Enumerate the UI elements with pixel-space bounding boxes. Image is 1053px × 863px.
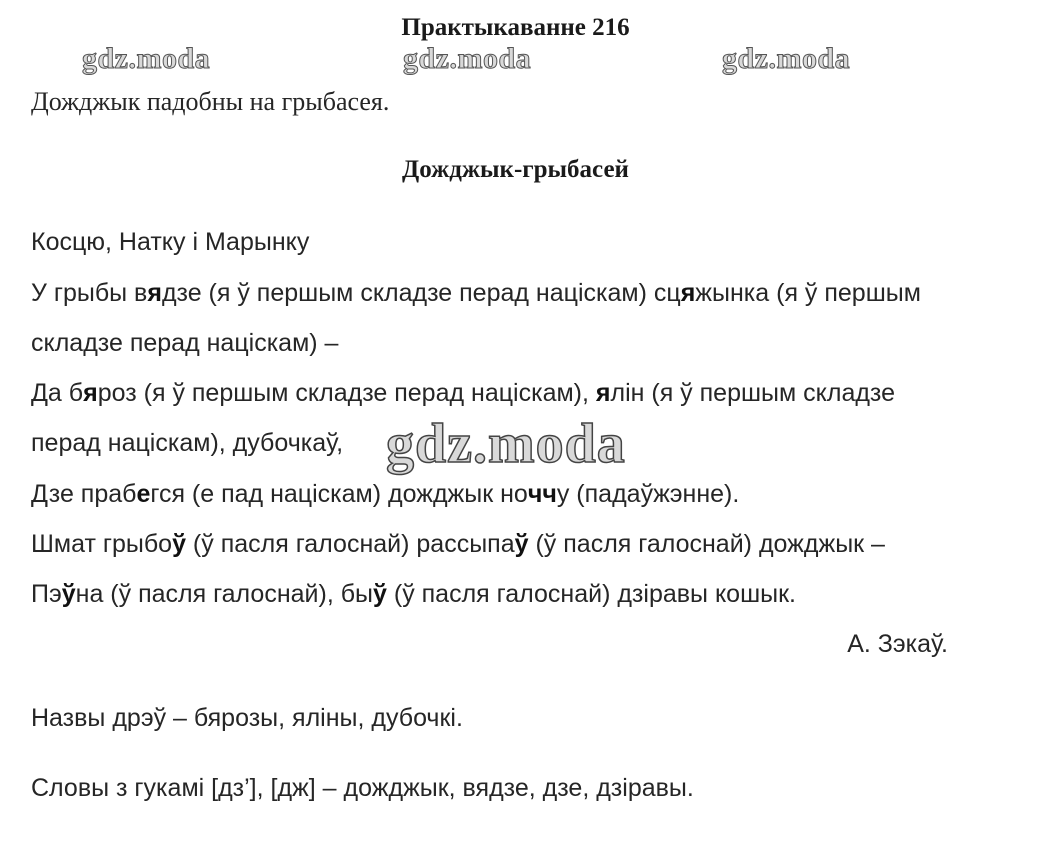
text-segment: Шмат грыбо (31, 530, 173, 558)
text-segment: роз (я ў першым складзе перад націскам), (97, 379, 596, 407)
watermark-top-right: gdz.moda (722, 42, 851, 75)
text-segment: (ў пасля галоснай) дожджык – (528, 530, 885, 558)
highlighted-letter: я (147, 279, 162, 307)
text-segment: жынка (я ў першым (695, 279, 921, 307)
poem-line-1: Косцю, Натку і Марынку (31, 228, 310, 256)
exercise-title: Практыкаванне 216 (401, 14, 630, 41)
answer-trees: Назвы дрэў – бярозы, яліны, дубочкі. (31, 704, 463, 732)
text-segment: (ў пасля галоснай) дзіравы кошык. (386, 580, 796, 608)
highlighted-letter: ў (61, 580, 76, 608)
highlighted-letter: ў (514, 530, 529, 558)
text-segment: гся (е пад націскам) дожджык но (150, 480, 528, 508)
highlighted-letter: чч (527, 480, 557, 508)
answer-sounds: Словы з гукамі [дз’], [дж] – дожджык, вядзе, дзе, дзіравы. (31, 774, 694, 802)
text-segment: дзе (я ў першым складзе перад націскам) сц (161, 279, 681, 307)
text-segment: на (ў пасля галоснай), бы (75, 580, 374, 608)
poem-line-8 (31, 578, 796, 610)
text-segment: лін (я ў першым складзе (610, 379, 896, 407)
highlighted-letter: ў (172, 530, 186, 558)
poem-line-4 (31, 377, 895, 409)
watermark-top-center: gdz.moda (403, 42, 532, 75)
highlighted-letter: я (83, 379, 98, 407)
highlighted-letter: е (136, 480, 151, 508)
poem-line-5: перад націскам), дубочкаў, (31, 429, 344, 457)
poem-line-3: складзе перад націскам) – (31, 329, 339, 357)
poem-line-2 (31, 277, 921, 309)
poem-line-7 (31, 528, 885, 560)
poem-author: А. Зэкаў. (847, 630, 948, 658)
text-segment: Пэ (31, 580, 62, 608)
watermark-middle: gdz.moda (386, 413, 626, 475)
watermark-top-left: gdz.moda (82, 42, 211, 75)
highlighted-letter: я (680, 279, 696, 307)
text-segment: Да б (31, 379, 84, 407)
intro-sentence: Дожджык падобны на грыбасея. (31, 87, 390, 116)
highlighted-letter: я (595, 379, 611, 407)
text-segment: (ў пасля галоснай) рассыпа (185, 530, 515, 558)
text-segment: у (падаўжэнне). (556, 480, 740, 508)
text-segment: Дзе праб (31, 480, 137, 508)
poem-title: Дожджык-грыбасей (402, 156, 629, 183)
poem-line-6 (31, 478, 739, 510)
highlighted-letter: ў (373, 580, 387, 608)
text-segment: У грыбы в (31, 279, 148, 307)
